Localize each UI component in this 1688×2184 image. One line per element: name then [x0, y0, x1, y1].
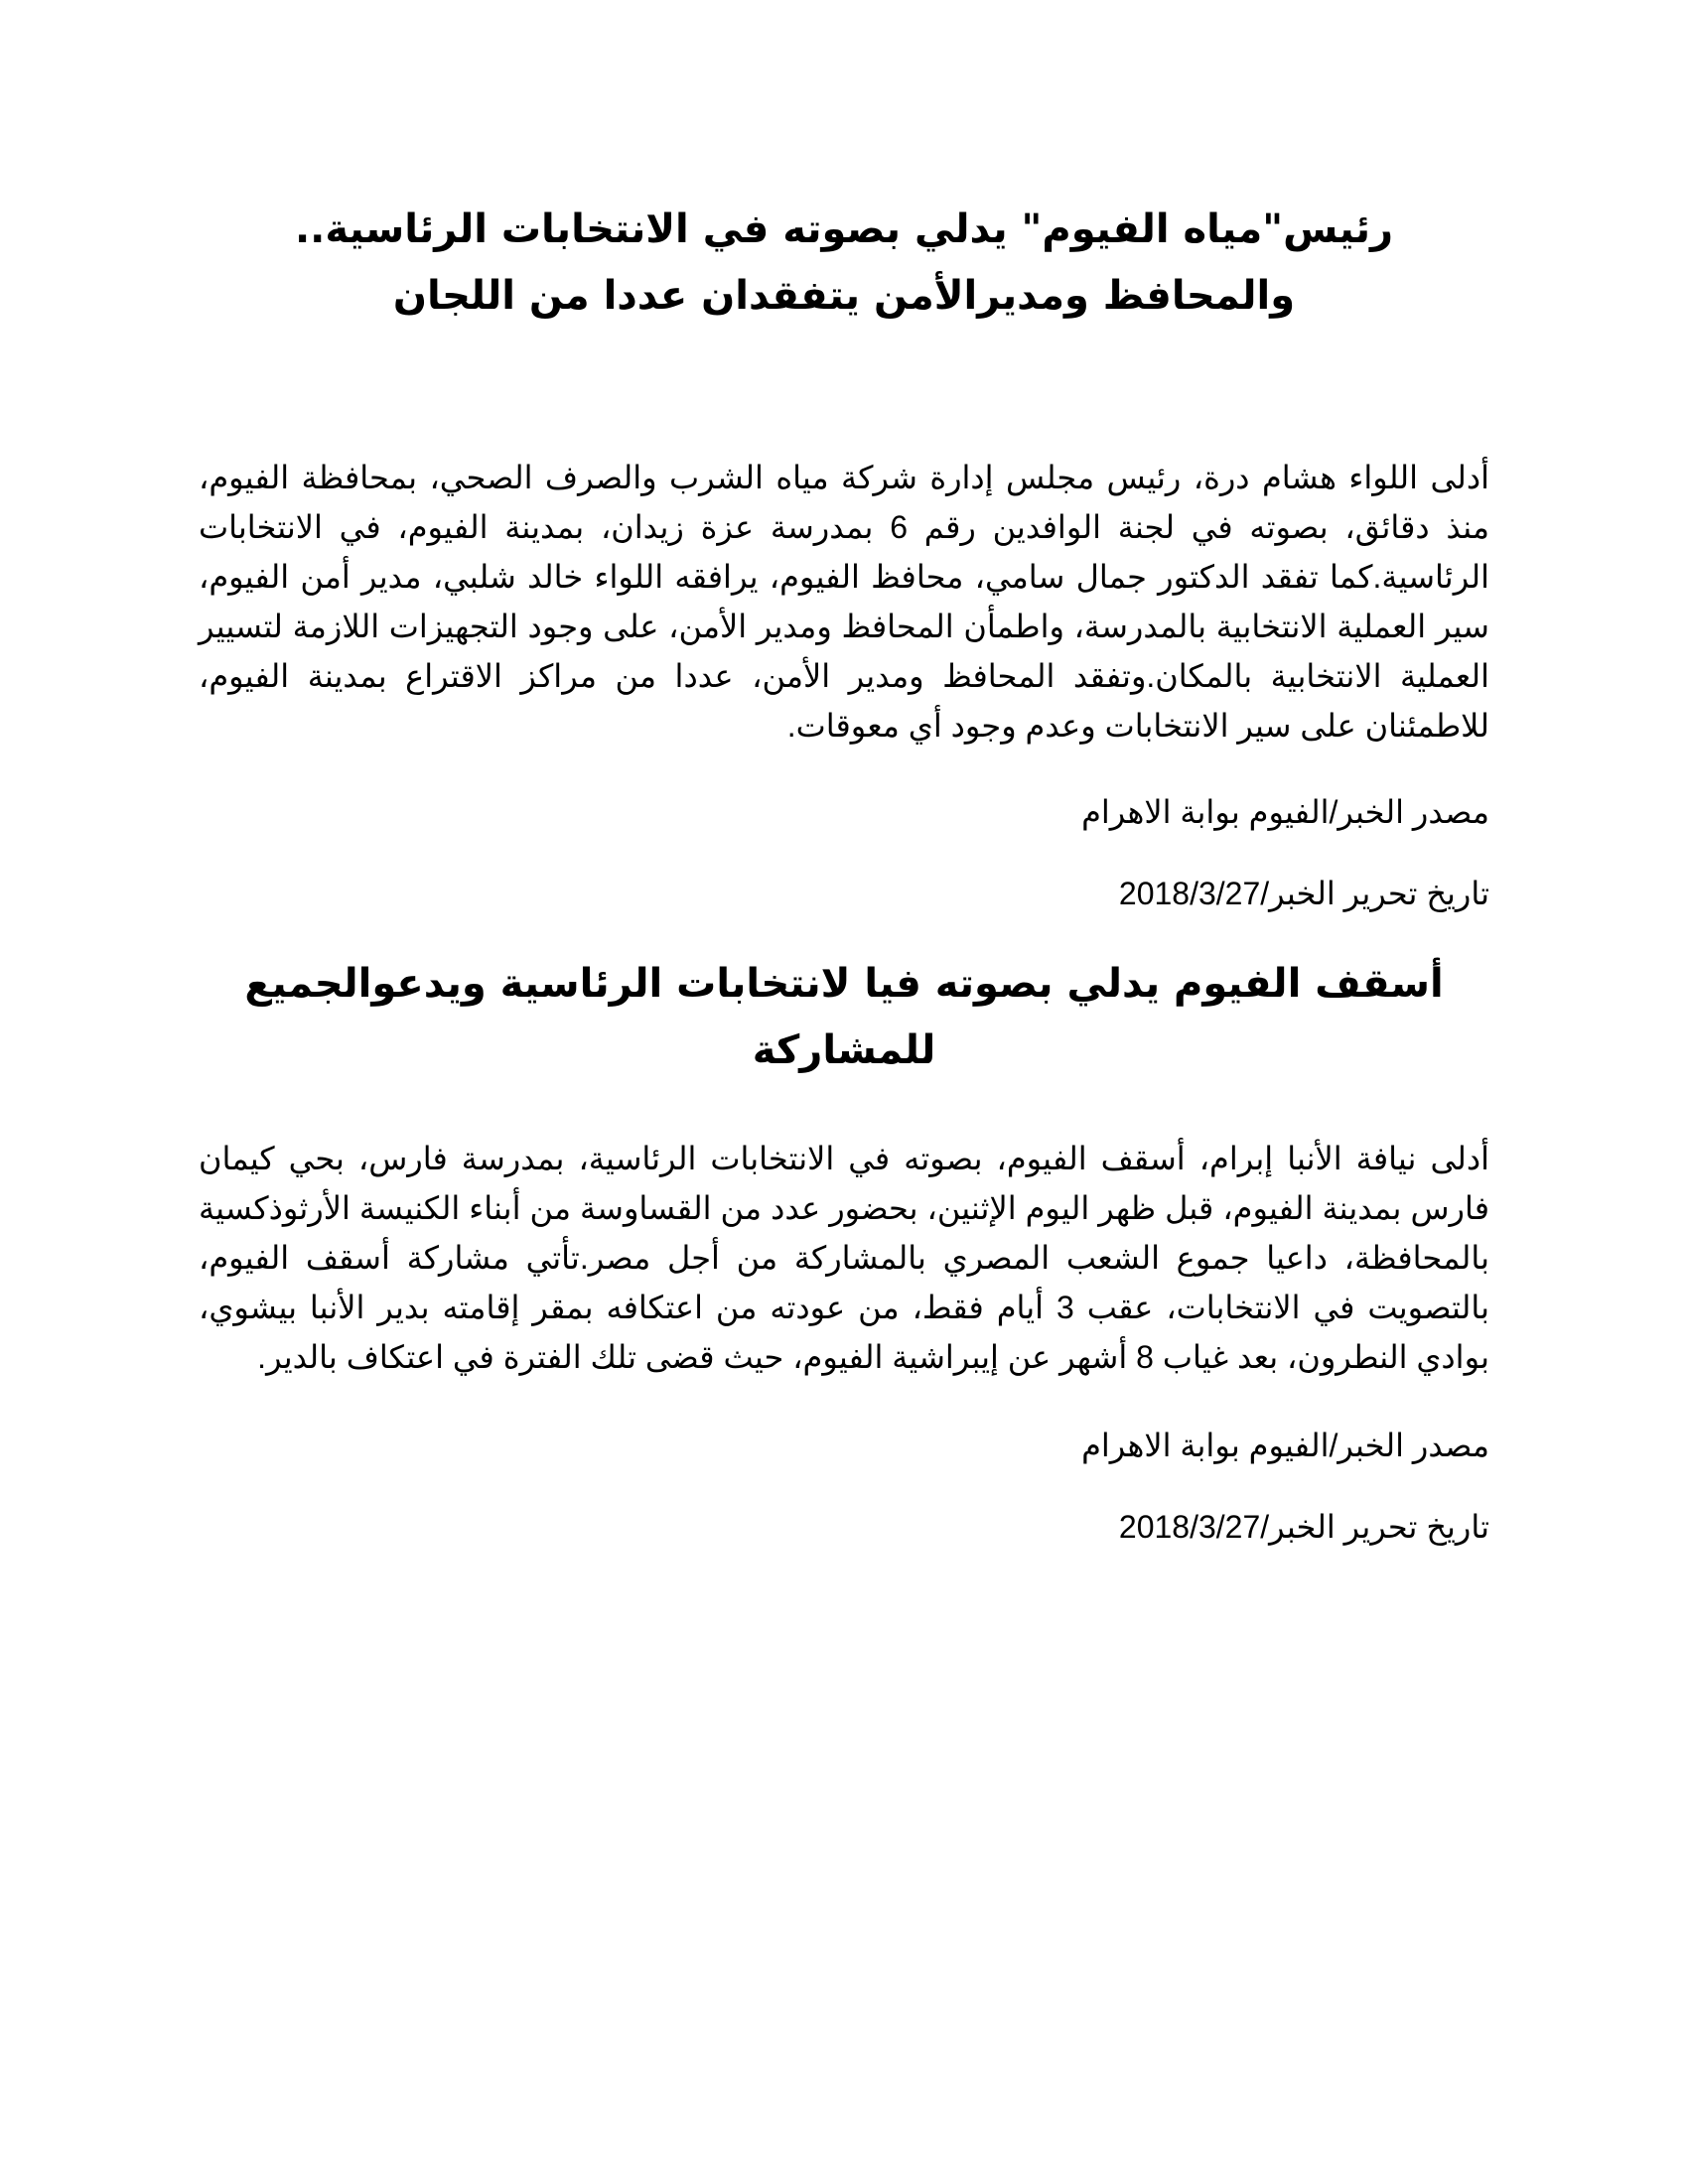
article-2-date-value: 2018/3/27 — [1118, 1509, 1261, 1545]
article-1-headline: رئيس"مياه الفيوم" يدلي بصوته في الانتخابات الرئاسية.. والمحافظ ومديرالأمن يتفقدان عددا من اللجان — [294, 206, 1394, 319]
article-2-headline: أسقف الفيوم يدلي بصوته فيا لانتخابات الرئاسية ويدعوالجميع للمشاركة — [244, 961, 1444, 1073]
article-1-date-value: 2018/3/27 — [1118, 876, 1261, 911]
article-1-date-line — [199, 872, 1489, 915]
article-2-date-line — [199, 1505, 1489, 1549]
article-1-date-label: تاريخ تحرير الخبر/ — [1260, 876, 1489, 911]
article-1-body: أدلى اللواء هشام درة، رئيس مجلس إدارة شركة مياه الشرب والصرف الصحي، بمحافظة الفيوم، منذ دقائق، بصوته في لجنة الوافدين رقم 6 بمدرسة عزة زيدان، بمدينة الفيوم، في الانتخابات الرئاسية.كما تفقد الدكتور جمال سامي، محافظ الفيوم، يرافقه اللواء خالد شلبي، مدير أمن الفيوم، سير العملية الانتخابية بالمدرسة، واطمأن المحافظ ومدير الأمن، على وجود التجهيزات اللازمة لتسيير العملية الانتخابية بالمكان.وتفقد المحافظ ومدير الأمن، عددا من مراكز الاقتراع بمدينة الفيوم، للاطمئنان على سير الانتخابات وعدم وجود أي معوقات. — [199, 460, 1489, 744]
article-1-source: مصدر الخبر/الفيوم بوابة الاهرام — [1081, 794, 1489, 830]
article-2-body: أدلى نيافة الأنبا إبرام، أسقف الفيوم، بصوته في الانتخابات الرئاسية، بمدرسة فارس، بحي كيمان فارس بمدينة الفيوم، قبل ظهر اليوم الإثنين، بحضور عدد من القساوسة من أبناء الكنيسة الأرثوذكسية بالمحافظة، داعيا جموع الشعب المصري بالمشاركة من أجل مصر.تأتي مشاركة أسقف الفيوم، بالتصويت في الانتخابات، عقب 3 أيام فقط، من عودته من اعتكافه بمقر إقامته بدير الأنبا بيشوي، بوادي النطرون، بعد غياب 8 أشهر عن إيبراشية الفيوم، حيث قضى تلك الفترة في اعتكاف بالدير. — [199, 1141, 1490, 1375]
article-2-source: مصدر الخبر/الفيوم بوابة الاهرام — [1081, 1428, 1489, 1463]
article-2-date-label: تاريخ تحرير الخبر/ — [1260, 1509, 1489, 1545]
